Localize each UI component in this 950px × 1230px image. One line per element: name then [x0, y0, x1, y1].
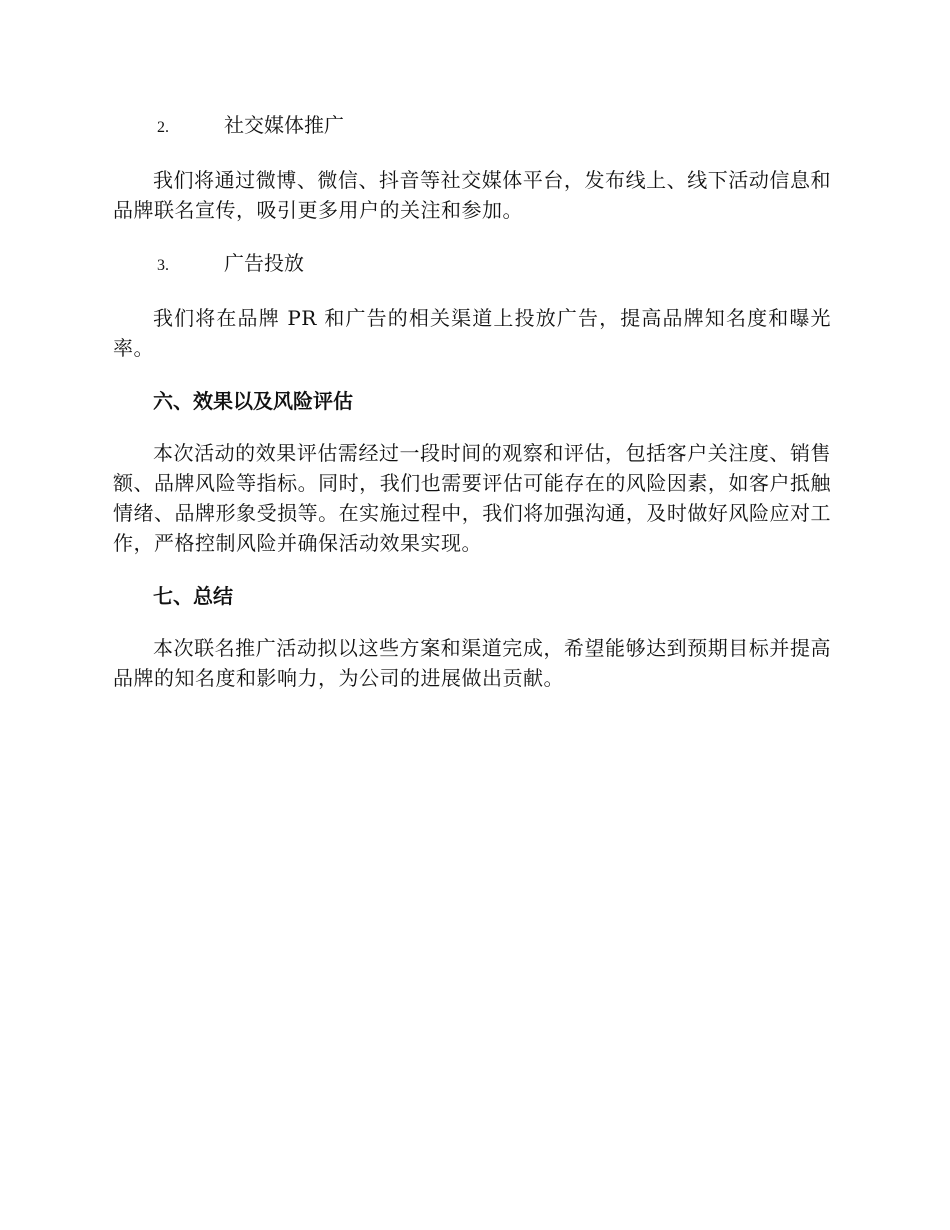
list-title: 广告投放	[224, 251, 304, 275]
paragraph-social-media: 我们将通过微博、微信、抖音等社交媒体平台，发布线上、线下活动信息和品牌联名宣传，吸引更多用户的关注和参加。	[113, 168, 831, 222]
section-heading-summary: 七、总结	[153, 584, 233, 608]
list-item-advertising	[113, 248, 831, 281]
section-heading-evaluation: 六、效果以及风险评估	[153, 389, 353, 413]
paragraph-advertising: 我们将在品牌 PR 和广告的相关渠道上投放广告，提高品牌知名度和曝光率。	[113, 306, 831, 360]
document-content	[113, 110, 831, 716]
list-number: 2.	[157, 119, 169, 136]
paragraph-summary: 本次联名推广活动拟以这些方案和渠道完成，希望能够达到预期目标并提高品牌的知名度和影响力，为公司的进展做出贡献。	[113, 636, 831, 690]
list-title: 社交媒体推广	[224, 113, 344, 137]
list-number: 3.	[157, 257, 169, 274]
list-item-social-media	[113, 110, 831, 143]
paragraph-evaluation: 本次活动的效果评估需经过一段时间的观察和评估，包括客户关注度、销售额、品牌风险等指标。同时，我们也需要评估可能存在的风险因素，如客户抵触情绪、品牌形象受损等。在实施过程中，我们将加强沟通，及时做好风险应对工作，严格控制风险并确保活动效果实现。	[113, 441, 831, 555]
